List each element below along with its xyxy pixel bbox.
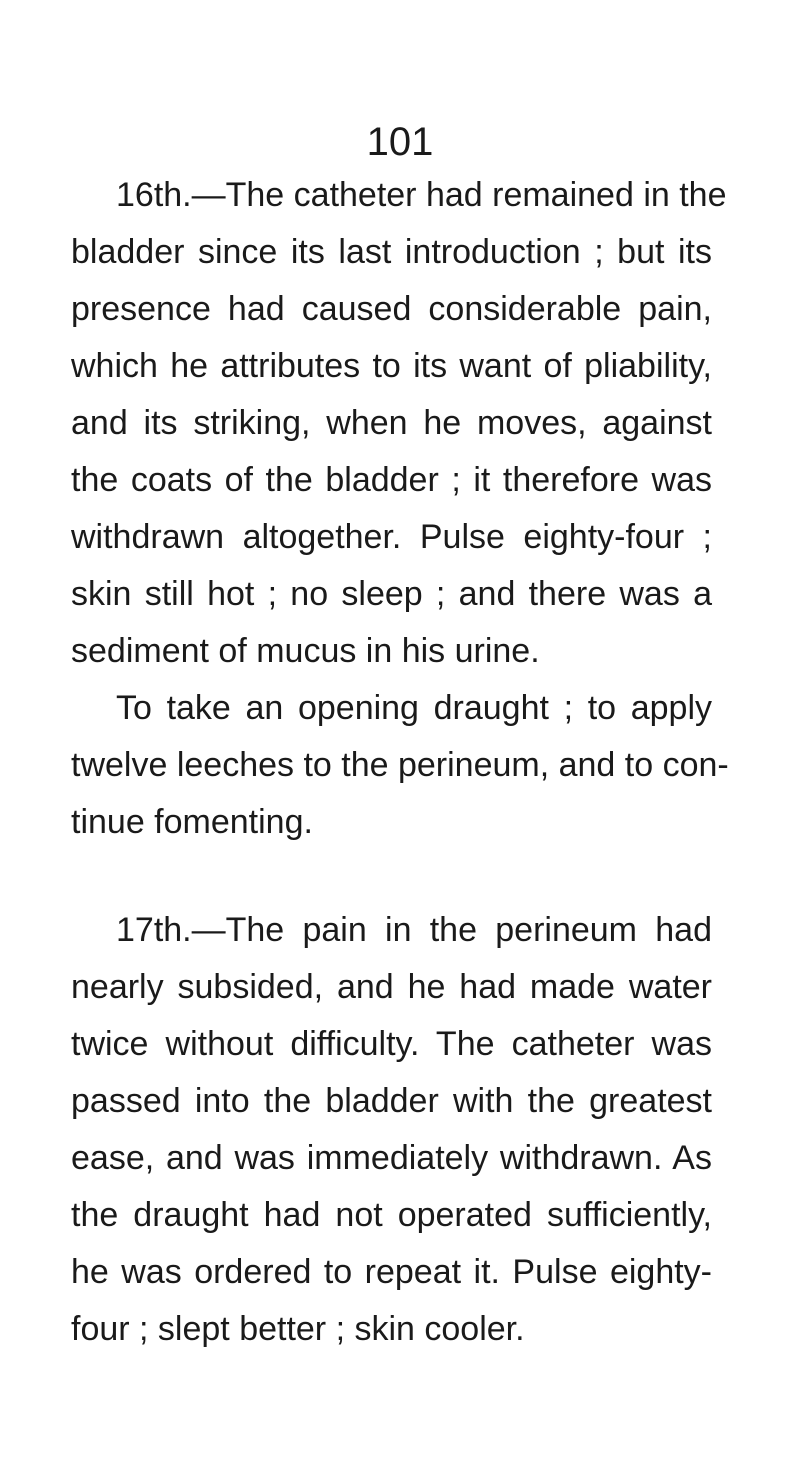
text-line: passed into the bladder with the greatest	[71, 1082, 712, 1120]
text-line: nearly subsided, and he had made water	[71, 968, 712, 1006]
text-line: 17th.—The pain in the perineum had	[116, 911, 712, 949]
text-line: he was ordered to repeat it. Pulse eighty-	[71, 1253, 712, 1291]
text-line: the coats of the bladder ; it therefore was	[71, 461, 712, 499]
text-line: skin still hot ; no sleep ; and there was a	[71, 575, 712, 613]
text-line: the draught had not operated sufficiently,	[71, 1196, 712, 1234]
page-number: 101	[366, 120, 434, 164]
text-line: sediment of mucus in his urine.	[71, 632, 540, 670]
text-line: twelve leeches to the perineum, and to con-	[71, 746, 729, 784]
text-line: 16th.—The catheter had remained in the	[116, 176, 727, 214]
text-line: ease, and was immediately withdrawn. As	[71, 1139, 712, 1177]
text-line: withdrawn altogether. Pulse eighty-four ;	[71, 518, 712, 556]
text-line: tinue fomenting.	[71, 803, 313, 841]
text-line: four ; slept better ; skin cooler.	[71, 1310, 525, 1348]
text-line: and its striking, when he moves, against	[71, 404, 712, 442]
text-line: To take an opening draught ; to apply	[116, 689, 712, 727]
text-line: presence had caused considerable pain,	[71, 290, 712, 328]
text-line: bladder since its last introduction ; but its	[71, 233, 712, 271]
text-line: twice without difficulty. The catheter was	[71, 1025, 712, 1063]
text-line: which he attributes to its want of pliability,	[71, 347, 712, 385]
